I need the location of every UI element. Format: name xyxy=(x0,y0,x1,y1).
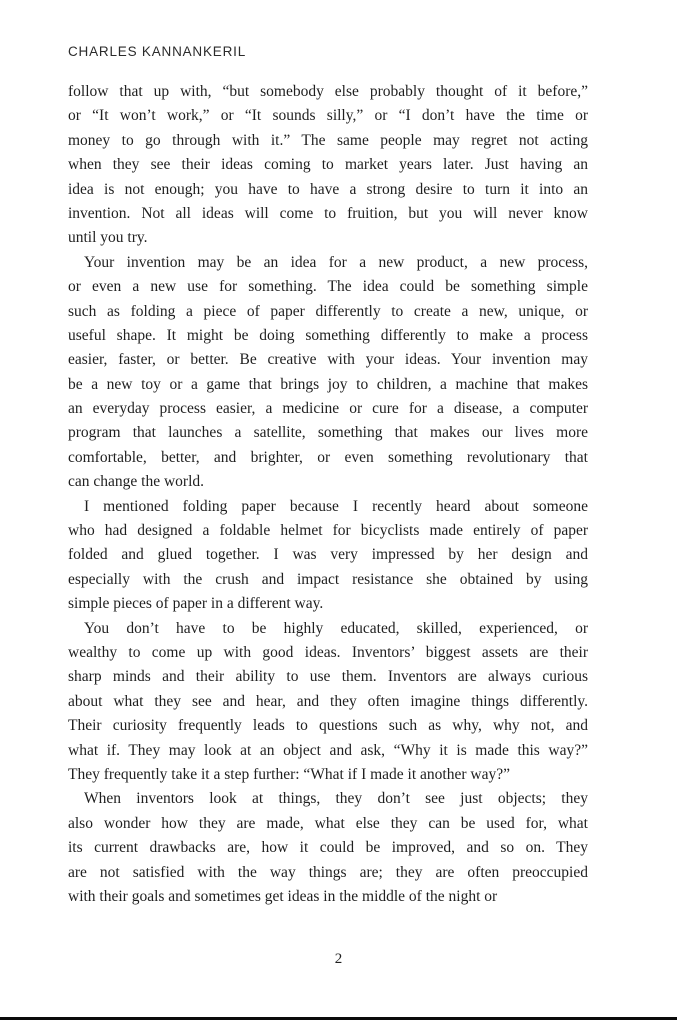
text-line: or even a new use for something. The idea could be something simple xyxy=(68,278,588,296)
bottom-bar-divider xyxy=(0,1017,677,1020)
text-line: Their curiosity frequently leads to questions such as why, why not, and xyxy=(68,717,588,735)
page-text xyxy=(68,80,588,909)
text-line: its current drawbacks are, how it could be improved, and so on. They xyxy=(68,839,588,857)
page-number: 2 xyxy=(334,951,343,967)
text-line: When inventors look at things, they don’t see just objects; they xyxy=(84,790,588,808)
text-line: who had designed a foldable helmet for bicyclists made entirely of paper xyxy=(68,522,588,540)
text-line: what if. They may look at an object and ask, “Why it is made this way?” xyxy=(68,741,588,759)
text-line: easier, faster, or better. Be creative with your ideas. Your invention may xyxy=(68,351,588,369)
text-line: also wonder how they are made, what else they can be used for, what xyxy=(68,814,588,832)
text-line: I mentioned folding paper because I recently heard about someone xyxy=(84,497,588,515)
text-line: simple pieces of paper in a different way. xyxy=(68,595,324,613)
text-line: can change the world. xyxy=(68,473,204,491)
text-line: or “It won’t work,” or “It sounds silly,” or “I don’t have the time or xyxy=(68,107,588,125)
running-header-author: CHARLES KANNANKERIL xyxy=(68,44,246,59)
text-line: useful shape. It might be doing something differently to make a process xyxy=(68,326,588,344)
text-line: invention. Not all ideas will come to fruition, but you will never know xyxy=(68,204,588,222)
text-line: an everyday process easier, a medicine or cure for a disease, a computer xyxy=(68,400,588,418)
text-line: are not satisfied with the way things are; they are often preoccupied xyxy=(68,863,588,881)
text-line: comfortable, better, and brighter, or even something revolutionary that xyxy=(68,448,588,466)
text-line: wealthy to come up with good ideas. Inventors’ biggest assets are their xyxy=(68,643,588,661)
text-line: especially with the crush and impact resistance she obtained by using xyxy=(68,570,588,588)
text-line: when they see their ideas coming to market years later. Just having an xyxy=(68,156,588,174)
text-line: be a new toy or a game that brings joy to children, a machine that makes xyxy=(68,375,588,393)
text-line: You don’t have to be highly educated, skilled, experienced, or xyxy=(84,619,588,637)
text-line: money to go through with it.” The same people may regret not acting xyxy=(68,131,588,149)
text-line: program that launches a satellite, something that makes our lives more xyxy=(68,424,588,442)
text-line: until you try. xyxy=(68,229,148,247)
text-line: Your invention may be an idea for a new product, a new process, xyxy=(84,253,588,271)
text-line: follow that up with, “but somebody else probably thought of it before,” xyxy=(68,83,588,100)
text-line: with their goals and sometimes get ideas in the middle of the night or xyxy=(68,887,498,905)
text-line: They frequently take it a step further: “What if I made it another way?” xyxy=(68,765,510,783)
text-line: about what they see and hear, and they often imagine things differently. xyxy=(68,692,588,710)
text-line: folded and glued together. I was very impressed by her design and xyxy=(68,546,588,564)
text-line: sharp minds and their ability to use them. Inventors are always curious xyxy=(68,668,588,686)
text-line: such as folding a piece of paper differently to create a new, unique, or xyxy=(68,302,588,320)
text-line: idea is not enough; you have to have a strong desire to turn it into an xyxy=(68,180,588,198)
